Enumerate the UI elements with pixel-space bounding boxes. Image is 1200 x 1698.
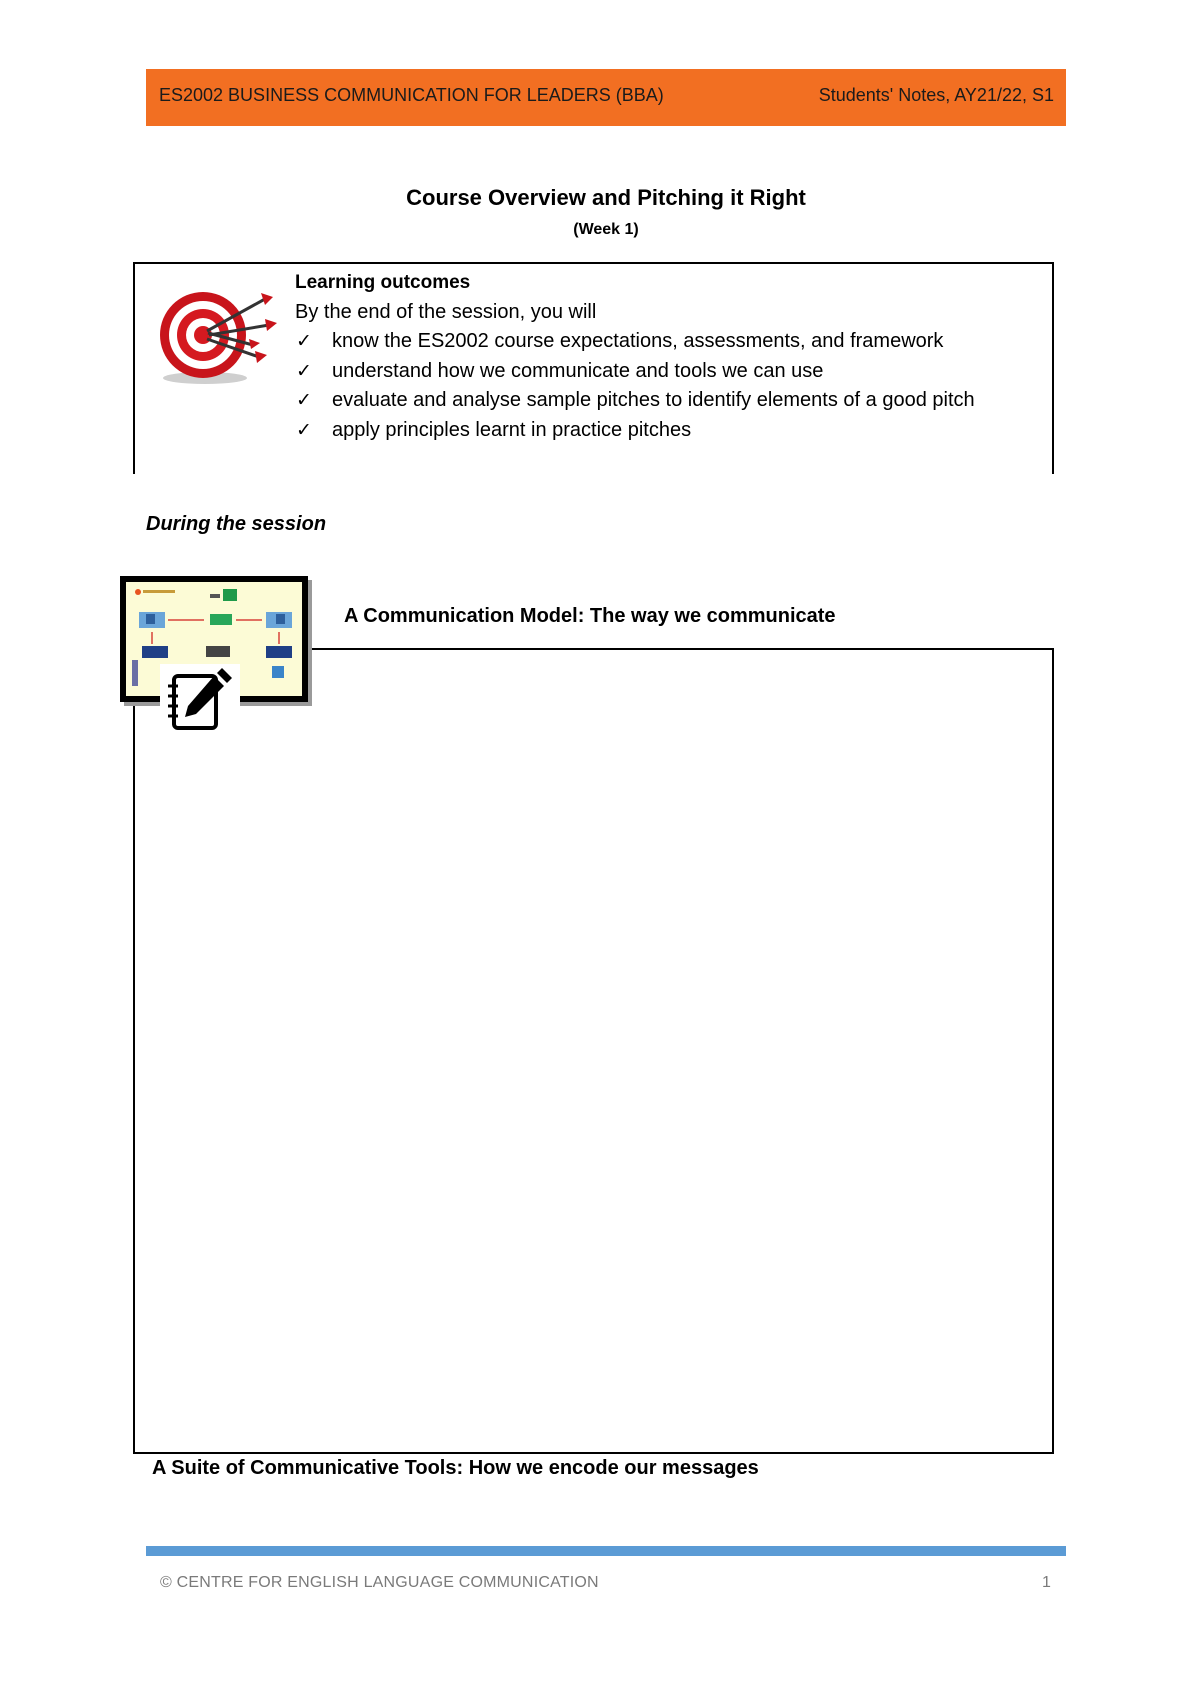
checkmark-icon: ✓ bbox=[296, 360, 312, 382]
learning-outcomes-intro: By the end of the session, you will bbox=[295, 300, 597, 323]
page-number: 1 bbox=[1042, 1574, 1051, 1591]
learning-outcomes-text bbox=[295, 268, 1035, 445]
page-subtitle: (Week 1) bbox=[573, 221, 639, 238]
page-title: Course Overview and Pitching it Right bbox=[406, 185, 806, 210]
header-bar bbox=[146, 69, 1066, 126]
checkmark-icon: ✓ bbox=[296, 419, 312, 441]
notes-label: Students' Notes, AY21/22, S1 bbox=[818, 85, 1054, 105]
learning-outcomes-heading: Learning outcomes bbox=[295, 272, 471, 293]
list-item: ✓ evaluate and analyse sample pitches to identify elements of a good pitch bbox=[295, 386, 1035, 416]
list-item: ✓ understand how we communicate and tools we can use bbox=[295, 357, 1035, 387]
list-item: ✓ apply principles learnt in practice pitches bbox=[295, 416, 1035, 446]
list-item: ✓ know the ES2002 course expectations, assessments, and framework bbox=[295, 327, 1035, 357]
communication-model-heading: A Communication Model: The way we communicate bbox=[344, 605, 836, 627]
checkmark-icon: ✓ bbox=[296, 390, 312, 411]
learning-outcomes-list bbox=[295, 327, 1035, 445]
footer-copyright: © CENTRE FOR ENGLISH LANGUAGE COMMUNICATION bbox=[160, 1574, 599, 1591]
notes-box bbox=[133, 648, 1054, 1454]
course-title: ES2002 BUSINESS COMMUNICATION FOR LEADERS (BBA) bbox=[159, 85, 664, 105]
notepad-edit-icon bbox=[160, 664, 240, 744]
footer-rule bbox=[146, 1546, 1066, 1556]
learning-outcomes-box bbox=[133, 262, 1054, 474]
communicative-tools-heading: A Suite of Communicative Tools: How we encode our messages bbox=[152, 1457, 759, 1479]
target-icon bbox=[153, 289, 278, 387]
checkmark-icon: ✓ bbox=[296, 331, 312, 352]
during-session-label: During the session bbox=[146, 513, 327, 535]
